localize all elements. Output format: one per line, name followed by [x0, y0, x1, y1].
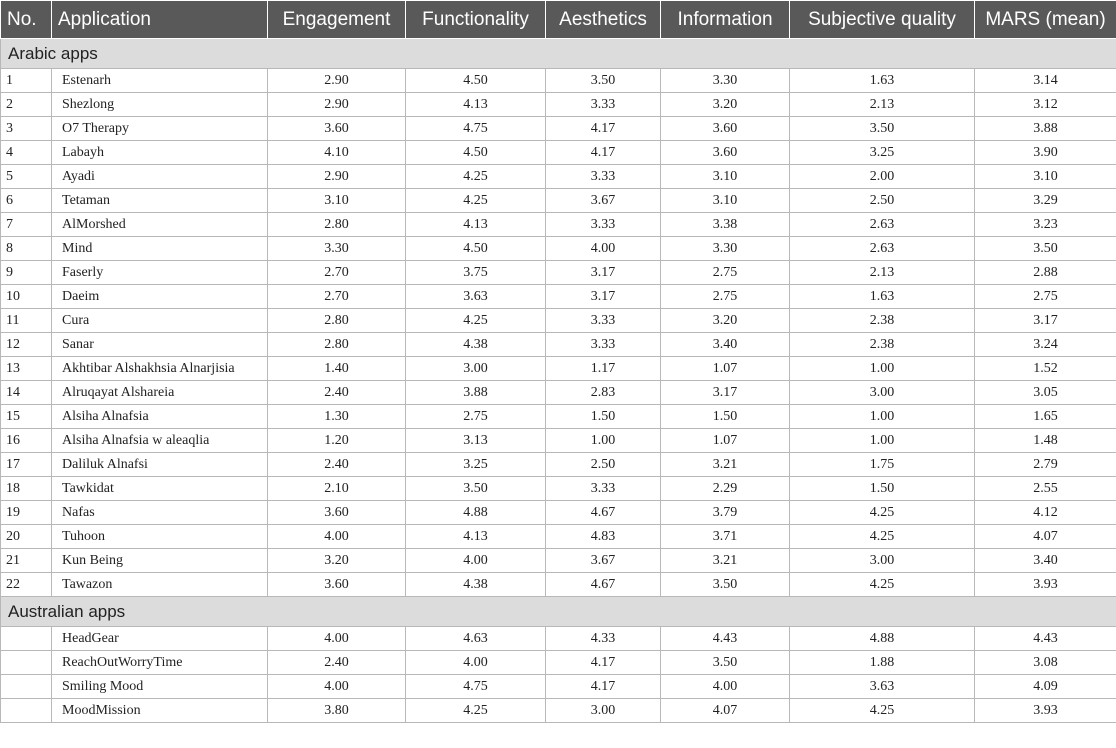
- cell-no: 13: [1, 357, 52, 381]
- cell-application: Alsiha Alnafsia: [52, 405, 268, 429]
- cell-mars-mean: 1.48: [975, 429, 1116, 453]
- cell-functionality: 4.00: [406, 651, 546, 675]
- cell-application: Shezlong: [52, 93, 268, 117]
- table-row: [1, 405, 1116, 429]
- cell-no: 7: [1, 213, 52, 237]
- cell-mars-mean: 3.05: [975, 381, 1116, 405]
- cell-information: 4.43: [661, 627, 790, 651]
- cell-engagement: 2.40: [268, 651, 406, 675]
- cell-information: 3.17: [661, 381, 790, 405]
- cell-aesthetics: 4.00: [546, 237, 661, 261]
- cell-functionality: 4.75: [406, 117, 546, 141]
- cell-subjective-quality: 3.00: [790, 381, 975, 405]
- cell-subjective-quality: 4.25: [790, 525, 975, 549]
- cell-subjective-quality: 2.63: [790, 213, 975, 237]
- cell-mars-mean: 3.40: [975, 549, 1116, 573]
- cell-application: Tuhoon: [52, 525, 268, 549]
- cell-aesthetics: 3.33: [546, 309, 661, 333]
- cell-no: 6: [1, 189, 52, 213]
- cell-subjective-quality: 1.75: [790, 453, 975, 477]
- col-header-aesthetics: Aesthetics: [546, 1, 661, 39]
- cell-mars-mean: 4.12: [975, 501, 1116, 525]
- cell-no: 20: [1, 525, 52, 549]
- cell-information: 3.40: [661, 333, 790, 357]
- cell-aesthetics: 3.33: [546, 333, 661, 357]
- cell-application: Faserly: [52, 261, 268, 285]
- cell-functionality: 4.50: [406, 69, 546, 93]
- cell-information: 3.21: [661, 549, 790, 573]
- cell-engagement: 4.00: [268, 627, 406, 651]
- table-row: [1, 627, 1116, 651]
- table-row: [1, 93, 1116, 117]
- cell-engagement: 3.60: [268, 573, 406, 597]
- cell-mars-mean: 2.88: [975, 261, 1116, 285]
- cell-application: Alruqayat Alshareia: [52, 381, 268, 405]
- table-row: [1, 261, 1116, 285]
- cell-application: Sanar: [52, 333, 268, 357]
- cell-subjective-quality: 4.25: [790, 573, 975, 597]
- cell-aesthetics: 3.50: [546, 69, 661, 93]
- cell-application: Cura: [52, 309, 268, 333]
- cell-engagement: 3.20: [268, 549, 406, 573]
- cell-functionality: 4.25: [406, 189, 546, 213]
- table-row: [1, 237, 1116, 261]
- cell-no: [1, 699, 52, 723]
- cell-application: Tetaman: [52, 189, 268, 213]
- cell-information: 3.38: [661, 213, 790, 237]
- table-row: [1, 381, 1116, 405]
- table-row: [1, 477, 1116, 501]
- cell-no: 18: [1, 477, 52, 501]
- cell-information: 4.00: [661, 675, 790, 699]
- cell-engagement: 2.80: [268, 213, 406, 237]
- cell-information: 3.79: [661, 501, 790, 525]
- cell-functionality: 4.25: [406, 165, 546, 189]
- cell-aesthetics: 4.17: [546, 675, 661, 699]
- cell-functionality: 3.13: [406, 429, 546, 453]
- table-row: [1, 675, 1116, 699]
- cell-subjective-quality: 1.88: [790, 651, 975, 675]
- cell-application: Daliluk Alnafsi: [52, 453, 268, 477]
- cell-aesthetics: 3.33: [546, 93, 661, 117]
- col-header-subjective-quality: Subjective quality: [790, 1, 975, 39]
- cell-mars-mean: 2.75: [975, 285, 1116, 309]
- table-row: [1, 573, 1116, 597]
- section-title: Australian apps: [1, 597, 1116, 627]
- table-body: [1, 39, 1116, 723]
- cell-no: 11: [1, 309, 52, 333]
- cell-aesthetics: 1.50: [546, 405, 661, 429]
- cell-aesthetics: 4.83: [546, 525, 661, 549]
- cell-engagement: 4.00: [268, 675, 406, 699]
- cell-no: 3: [1, 117, 52, 141]
- cell-functionality: 3.00: [406, 357, 546, 381]
- cell-functionality: 3.63: [406, 285, 546, 309]
- cell-functionality: 3.50: [406, 477, 546, 501]
- cell-functionality: 3.75: [406, 261, 546, 285]
- cell-aesthetics: 3.33: [546, 165, 661, 189]
- cell-aesthetics: 3.17: [546, 261, 661, 285]
- cell-application: Alsiha Alnafsia w aleaqlia: [52, 429, 268, 453]
- cell-mars-mean: 3.93: [975, 573, 1116, 597]
- cell-subjective-quality: 2.38: [790, 333, 975, 357]
- cell-engagement: 3.60: [268, 117, 406, 141]
- cell-no: 4: [1, 141, 52, 165]
- cell-engagement: 2.90: [268, 93, 406, 117]
- cell-mars-mean: 3.88: [975, 117, 1116, 141]
- cell-mars-mean: 3.10: [975, 165, 1116, 189]
- cell-mars-mean: 4.09: [975, 675, 1116, 699]
- cell-subjective-quality: 1.00: [790, 429, 975, 453]
- cell-information: 4.07: [661, 699, 790, 723]
- cell-functionality: 4.25: [406, 699, 546, 723]
- cell-aesthetics: 1.17: [546, 357, 661, 381]
- cell-mars-mean: 3.90: [975, 141, 1116, 165]
- cell-no: 17: [1, 453, 52, 477]
- cell-aesthetics: 3.33: [546, 477, 661, 501]
- header-row: [1, 1, 1116, 39]
- section-header-row: [1, 39, 1116, 69]
- cell-application: Tawkidat: [52, 477, 268, 501]
- cell-aesthetics: 3.67: [546, 189, 661, 213]
- cell-functionality: 4.50: [406, 141, 546, 165]
- cell-information: 2.75: [661, 285, 790, 309]
- cell-application: Estenarh: [52, 69, 268, 93]
- cell-functionality: 4.13: [406, 525, 546, 549]
- table-row: [1, 453, 1116, 477]
- cell-mars-mean: 2.55: [975, 477, 1116, 501]
- cell-engagement: 2.40: [268, 453, 406, 477]
- cell-engagement: 2.10: [268, 477, 406, 501]
- col-header-application: Application: [52, 1, 268, 39]
- cell-engagement: 1.20: [268, 429, 406, 453]
- table-row: [1, 651, 1116, 675]
- cell-subjective-quality: 3.63: [790, 675, 975, 699]
- cell-engagement: 3.10: [268, 189, 406, 213]
- cell-mars-mean: 3.93: [975, 699, 1116, 723]
- cell-application: HeadGear: [52, 627, 268, 651]
- cell-information: 1.50: [661, 405, 790, 429]
- cell-aesthetics: 4.17: [546, 651, 661, 675]
- cell-no: 2: [1, 93, 52, 117]
- cell-subjective-quality: 1.63: [790, 285, 975, 309]
- cell-mars-mean: 3.14: [975, 69, 1116, 93]
- cell-aesthetics: 3.17: [546, 285, 661, 309]
- table-row: [1, 357, 1116, 381]
- cell-information: 3.20: [661, 93, 790, 117]
- cell-subjective-quality: 2.50: [790, 189, 975, 213]
- table-row: [1, 213, 1116, 237]
- table-row: [1, 141, 1116, 165]
- table-row: [1, 309, 1116, 333]
- table-row: [1, 333, 1116, 357]
- cell-information: 2.29: [661, 477, 790, 501]
- cell-information: 3.60: [661, 141, 790, 165]
- cell-mars-mean: 4.07: [975, 525, 1116, 549]
- cell-application: Ayadi: [52, 165, 268, 189]
- cell-no: 16: [1, 429, 52, 453]
- cell-functionality: 3.88: [406, 381, 546, 405]
- cell-subjective-quality: 3.25: [790, 141, 975, 165]
- cell-information: 3.50: [661, 573, 790, 597]
- cell-no: 8: [1, 237, 52, 261]
- cell-application: Labayh: [52, 141, 268, 165]
- cell-engagement: 2.70: [268, 261, 406, 285]
- cell-mars-mean: 1.65: [975, 405, 1116, 429]
- col-header-information: Information: [661, 1, 790, 39]
- table-row: [1, 429, 1116, 453]
- cell-information: 2.75: [661, 261, 790, 285]
- cell-subjective-quality: 2.63: [790, 237, 975, 261]
- cell-no: 5: [1, 165, 52, 189]
- cell-aesthetics: 4.67: [546, 573, 661, 597]
- cell-mars-mean: 3.29: [975, 189, 1116, 213]
- cell-subjective-quality: 1.50: [790, 477, 975, 501]
- cell-application: Akhtibar Alshakhsia Alnarjisia: [52, 357, 268, 381]
- cell-functionality: 4.50: [406, 237, 546, 261]
- cell-no: 21: [1, 549, 52, 573]
- cell-mars-mean: 3.08: [975, 651, 1116, 675]
- cell-functionality: 3.25: [406, 453, 546, 477]
- table-row: [1, 525, 1116, 549]
- cell-engagement: 3.80: [268, 699, 406, 723]
- cell-no: [1, 627, 52, 651]
- cell-aesthetics: 4.17: [546, 117, 661, 141]
- cell-no: 14: [1, 381, 52, 405]
- cell-engagement: 2.40: [268, 381, 406, 405]
- cell-subjective-quality: 1.63: [790, 69, 975, 93]
- cell-mars-mean: 2.79: [975, 453, 1116, 477]
- cell-information: 3.30: [661, 237, 790, 261]
- cell-information: 3.20: [661, 309, 790, 333]
- cell-mars-mean: 3.23: [975, 213, 1116, 237]
- cell-subjective-quality: 4.88: [790, 627, 975, 651]
- cell-subjective-quality: 1.00: [790, 357, 975, 381]
- cell-engagement: 4.10: [268, 141, 406, 165]
- cell-engagement: 2.80: [268, 333, 406, 357]
- cell-functionality: 4.13: [406, 213, 546, 237]
- cell-subjective-quality: 2.13: [790, 93, 975, 117]
- cell-subjective-quality: 1.00: [790, 405, 975, 429]
- cell-subjective-quality: 3.50: [790, 117, 975, 141]
- cell-no: 19: [1, 501, 52, 525]
- cell-mars-mean: 3.12: [975, 93, 1116, 117]
- cell-aesthetics: 1.00: [546, 429, 661, 453]
- cell-information: 3.21: [661, 453, 790, 477]
- section-header-row: [1, 597, 1116, 627]
- cell-functionality: 4.25: [406, 309, 546, 333]
- col-header-mars-mean: MARS (mean): [975, 1, 1116, 39]
- cell-no: 15: [1, 405, 52, 429]
- cell-aesthetics: 4.17: [546, 141, 661, 165]
- table-row: [1, 285, 1116, 309]
- cell-aesthetics: 3.33: [546, 213, 661, 237]
- cell-engagement: 3.30: [268, 237, 406, 261]
- cell-information: 3.50: [661, 651, 790, 675]
- table-row: [1, 699, 1116, 723]
- cell-application: O7 Therapy: [52, 117, 268, 141]
- cell-engagement: 1.40: [268, 357, 406, 381]
- cell-application: AlMorshed: [52, 213, 268, 237]
- cell-application: Smiling Mood: [52, 675, 268, 699]
- cell-information: 3.30: [661, 69, 790, 93]
- cell-application: Daeim: [52, 285, 268, 309]
- cell-mars-mean: 1.52: [975, 357, 1116, 381]
- table-row: [1, 501, 1116, 525]
- cell-aesthetics: 3.67: [546, 549, 661, 573]
- cell-information: 3.10: [661, 165, 790, 189]
- cell-subjective-quality: 4.25: [790, 501, 975, 525]
- cell-no: [1, 675, 52, 699]
- cell-mars-mean: 3.17: [975, 309, 1116, 333]
- cell-mars-mean: 3.50: [975, 237, 1116, 261]
- cell-application: Nafas: [52, 501, 268, 525]
- cell-no: 9: [1, 261, 52, 285]
- cell-functionality: 4.38: [406, 333, 546, 357]
- col-header-no: No.: [1, 1, 52, 39]
- cell-engagement: 4.00: [268, 525, 406, 549]
- cell-functionality: 4.38: [406, 573, 546, 597]
- cell-aesthetics: 4.67: [546, 501, 661, 525]
- cell-subjective-quality: 2.13: [790, 261, 975, 285]
- table-row: [1, 189, 1116, 213]
- cell-application: MoodMission: [52, 699, 268, 723]
- cell-application: Kun Being: [52, 549, 268, 573]
- cell-aesthetics: 3.00: [546, 699, 661, 723]
- table-row: [1, 69, 1116, 93]
- cell-no: [1, 651, 52, 675]
- cell-information: 1.07: [661, 357, 790, 381]
- cell-no: 1: [1, 69, 52, 93]
- cell-functionality: 4.13: [406, 93, 546, 117]
- cell-information: 1.07: [661, 429, 790, 453]
- cell-application: ReachOutWorryTime: [52, 651, 268, 675]
- table-row: [1, 117, 1116, 141]
- cell-engagement: 2.90: [268, 69, 406, 93]
- table-row: [1, 165, 1116, 189]
- cell-aesthetics: 4.33: [546, 627, 661, 651]
- cell-mars-mean: 4.43: [975, 627, 1116, 651]
- cell-subjective-quality: 3.00: [790, 549, 975, 573]
- cell-aesthetics: 2.50: [546, 453, 661, 477]
- cell-functionality: 4.88: [406, 501, 546, 525]
- cell-functionality: 2.75: [406, 405, 546, 429]
- col-header-engagement: Engagement: [268, 1, 406, 39]
- cell-information: 3.10: [661, 189, 790, 213]
- cell-application: Mind: [52, 237, 268, 261]
- cell-mars-mean: 3.24: [975, 333, 1116, 357]
- cell-functionality: 4.75: [406, 675, 546, 699]
- cell-functionality: 4.00: [406, 549, 546, 573]
- cell-no: 10: [1, 285, 52, 309]
- cell-information: 3.60: [661, 117, 790, 141]
- cell-subjective-quality: 4.25: [790, 699, 975, 723]
- cell-application: Tawazon: [52, 573, 268, 597]
- cell-subjective-quality: 2.38: [790, 309, 975, 333]
- cell-engagement: 1.30: [268, 405, 406, 429]
- cell-aesthetics: 2.83: [546, 381, 661, 405]
- cell-functionality: 4.63: [406, 627, 546, 651]
- section-title: Arabic apps: [1, 39, 1116, 69]
- cell-engagement: 2.70: [268, 285, 406, 309]
- cell-engagement: 3.60: [268, 501, 406, 525]
- cell-engagement: 2.80: [268, 309, 406, 333]
- col-header-functionality: Functionality: [406, 1, 546, 39]
- cell-engagement: 2.90: [268, 165, 406, 189]
- cell-no: 22: [1, 573, 52, 597]
- cell-subjective-quality: 2.00: [790, 165, 975, 189]
- cell-information: 3.71: [661, 525, 790, 549]
- cell-no: 12: [1, 333, 52, 357]
- table-row: [1, 549, 1116, 573]
